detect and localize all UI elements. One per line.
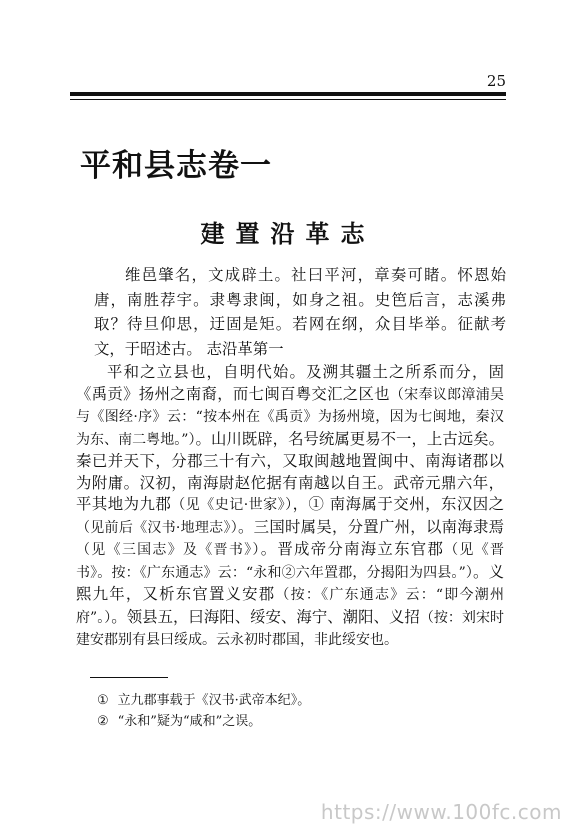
body-text: 。义熙九年，又析东官置义安郡	[76, 562, 504, 603]
footnote-text: 立九郡事载于《汉书·武帝本纪》。	[117, 693, 311, 708]
volume-title: 平和县志卷一	[80, 148, 272, 184]
footnote-mark: ①	[97, 693, 109, 708]
body-text: 平和之立县也，自明代始。及溯其疆土之所系而分，固《禹贡》扬州之南裔，而七闽百粤交汇之区也	[76, 363, 504, 403]
body-text: 。领县五，曰海阳、绥安、海宁、潮阳、义招	[111, 607, 420, 626]
body-text: ，① 南海属于交州，东汉因之	[292, 495, 504, 513]
body-note: （见《三国志》及《晋书》）	[76, 542, 261, 558]
footnote	[97, 711, 310, 732]
body-note: （见《史记·世家》）	[171, 497, 293, 513]
page-number: 25	[486, 72, 506, 90]
body-paragraph	[76, 362, 504, 652]
section-title: 建置沿革志	[200, 219, 376, 248]
header-rule-thin	[70, 99, 506, 100]
body-text: 。三国时属吴，分置广州，以南海隶焉	[238, 517, 504, 536]
body-note: （见前后《汉书·地理志》）	[76, 519, 238, 536]
body-note: （按：《广东通志》云：“即今潮州府”。）	[76, 587, 504, 626]
footnote-rule	[90, 677, 168, 678]
footnotes	[97, 690, 310, 732]
footnote-mark: ②	[97, 714, 109, 729]
body-note: （按：刘宋时建安郡别有县曰绥成。云永初时郡国，非此绥安也。	[76, 609, 504, 648]
body-text: 。晋成帝分南海立东官郡	[260, 540, 445, 558]
header-rule-thick	[70, 92, 506, 96]
preface: 维邑肇名，文成辟土。社曰平河，章奏可睹。怀恩始唐，南胜荐宇。隶粤隶闽，如身之祖。史笆后言，志溪弗取？待旦仰思，迂固是矩。若网在纲，众目毕举。征献考文，于昭述古。 志沿革第一	[94, 266, 506, 358]
body-note: （见《晋书》。按：《广东通志》云：“永和②六年置郡，分揭阳为四县。”）	[76, 542, 504, 581]
body-text: 。山川既辟，名号统属更易不一，上古远矣。秦已并天下，分郡三十有六，又取闽越地置闽中、南海诸郡以为附庸。汉初，南海尉赵佗据有南越以自王。武帝元鼎六年，平其地为九郡	[76, 429, 504, 513]
footnote-text: “永和”疑为“咸和”之误。	[117, 714, 262, 729]
watermark: https://www.100fc.com	[320, 800, 562, 824]
footnote	[97, 690, 310, 711]
body-note: （宋奉议郎漳浦吴与《图经·序》云：“按本州在《禹贡》为扬州境，因为七闽地，秦汉为东、南二粤地。”）	[76, 386, 504, 448]
